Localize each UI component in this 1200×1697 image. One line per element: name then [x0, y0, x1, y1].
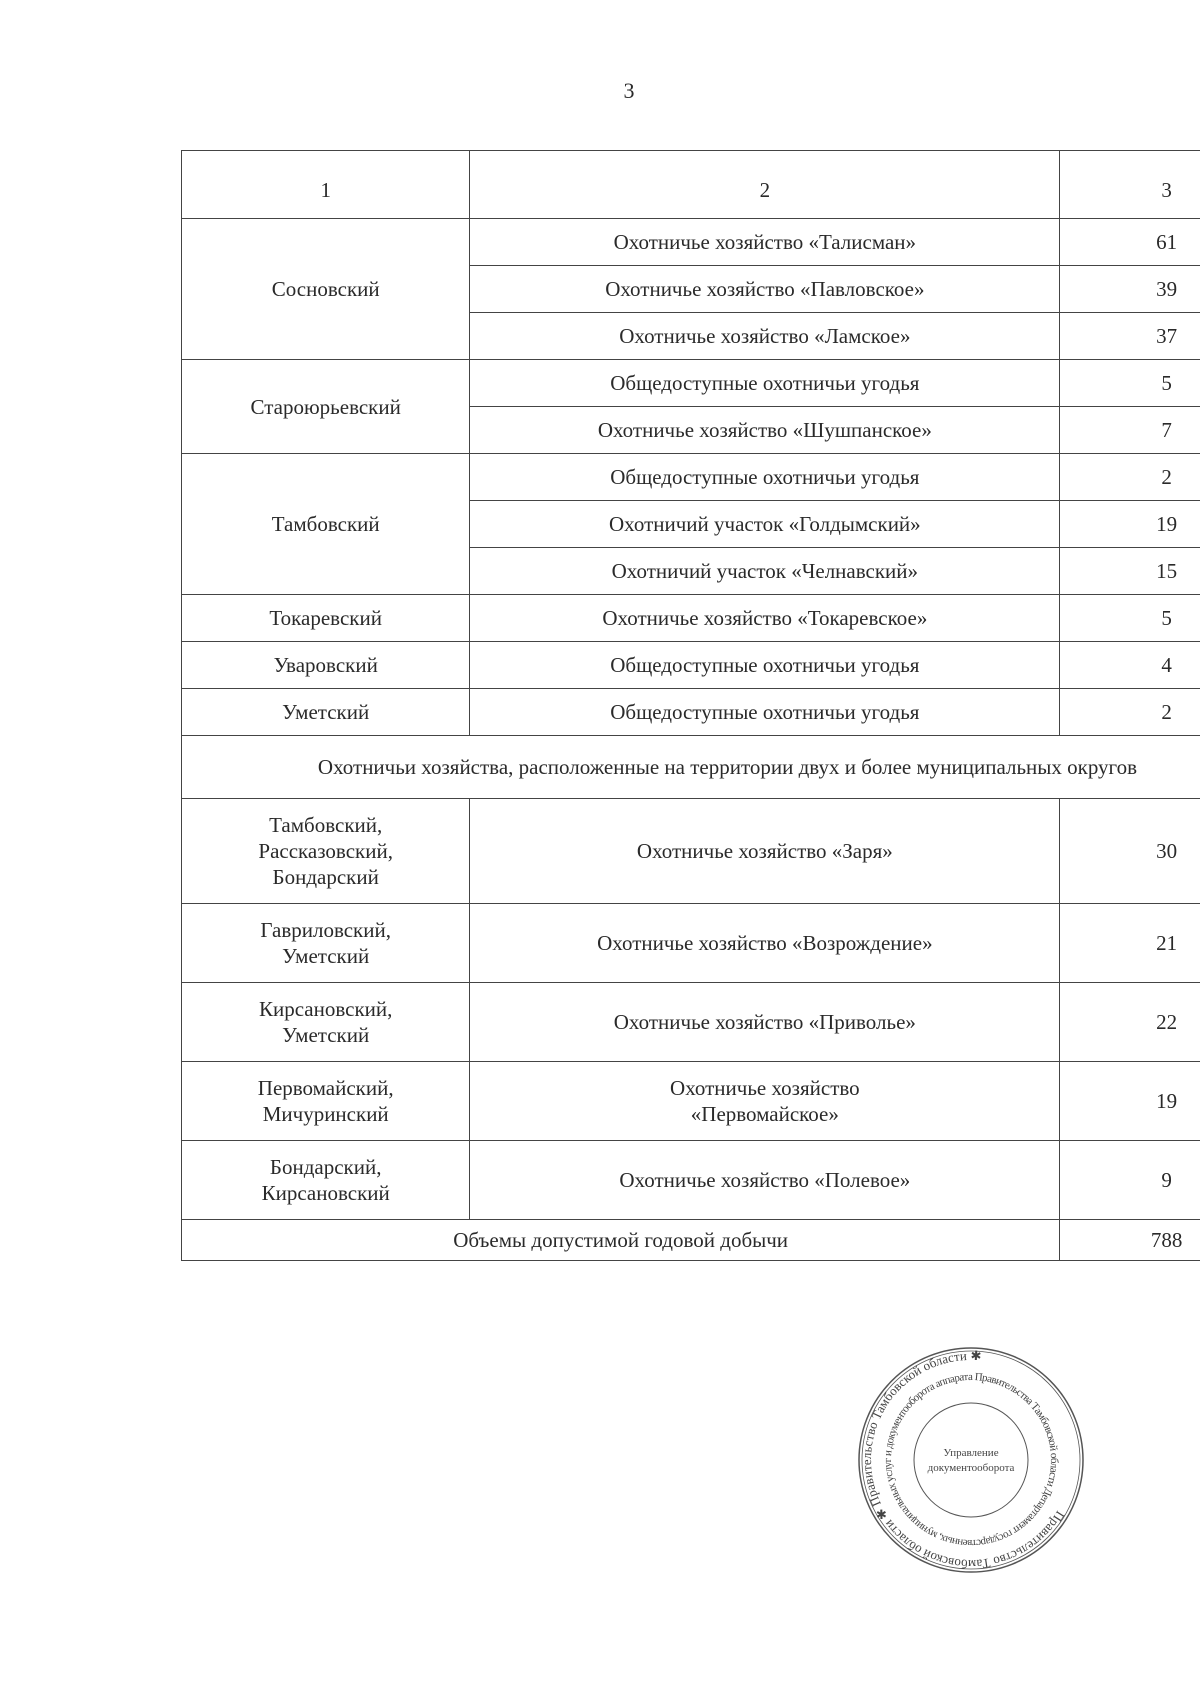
quota-value: 39 — [1060, 266, 1200, 313]
header-row — [182, 151, 1200, 219]
district-cell — [182, 983, 470, 1062]
district-cell — [182, 799, 470, 904]
table-row — [182, 454, 1200, 501]
district-cell — [182, 904, 470, 983]
hunting-ground-name: Охотничье хозяйство «Павловское» — [470, 266, 1060, 313]
svg-text:документооборота: документооборота — [927, 1462, 1015, 1474]
cell-line: Кирсановский, — [258, 997, 393, 1021]
district-cell: Уметский — [182, 689, 470, 736]
cell-line: Охотничье хозяйство «Приволье» — [613, 1010, 916, 1034]
quota-value: 5 — [1060, 360, 1200, 407]
quota-value: 5 — [1060, 595, 1200, 642]
hunting-ground-name: Охотничье хозяйство «Ламское» — [470, 313, 1060, 360]
cell-line: Кирсановский — [261, 1181, 390, 1205]
quota-value: 30 — [1060, 799, 1200, 904]
hunting-ground-name: Охотничий участок «Голдымский» — [470, 501, 1060, 548]
quota-value: 15 — [1060, 548, 1200, 595]
cell-line: Рассказовский, — [258, 839, 393, 863]
district-cell: Сосновский — [182, 219, 470, 360]
quota-value: 19 — [1060, 501, 1200, 548]
column-header: 3 — [1060, 151, 1200, 219]
table-row — [182, 642, 1200, 689]
cell-line: Первомайский, — [257, 1076, 394, 1100]
hunting-ground-name — [470, 983, 1060, 1062]
cell-line: «Первомайское» — [690, 1102, 839, 1126]
page-number: 3 — [623, 78, 635, 103]
table-row — [182, 1062, 1200, 1141]
quota-value: 2 — [1060, 689, 1200, 736]
district-cell — [182, 1062, 470, 1141]
cell-line: Гавриловский, — [260, 918, 391, 942]
quota-value: 2 — [1060, 454, 1200, 501]
svg-text:Департамент государственных, м: Департамент государственных, муниципальных услуг и документооборота аппарата Правительства Тамбовской области — [881, 1370, 1061, 1550]
district-cell: Токаревский — [182, 595, 470, 642]
cell-line: Тамбовский, — [269, 813, 383, 837]
hunting-ground-name: Общедоступные охотничьи угодья — [470, 642, 1060, 689]
table-row — [182, 904, 1200, 983]
hunting-ground-name: Охотничье хозяйство «Токаревское» — [470, 595, 1060, 642]
quota-value: 61 — [1060, 219, 1200, 266]
hunting-ground-name — [470, 799, 1060, 904]
table-row — [182, 983, 1200, 1062]
hunting-ground-name — [470, 1062, 1060, 1141]
quota-value: 9 — [1060, 1141, 1200, 1220]
svg-text:Правительство Тамбовской облас: Правительство Тамбовской области ✱ Правительство Тамбовской области ✱ — [858, 1347, 1068, 1573]
hunting-ground-name: Общедоступные охотничьи угодья — [470, 689, 1060, 736]
district-cell: Уваровский — [182, 642, 470, 689]
quota-value: 37 — [1060, 313, 1200, 360]
quota-value: 22 — [1060, 983, 1200, 1062]
table-row — [182, 1141, 1200, 1220]
column-header: 2 — [470, 151, 1060, 219]
quota-value: 21 — [1060, 904, 1200, 983]
cell-line: Охотничье хозяйство — [670, 1076, 860, 1100]
quota-value: 7 — [1060, 407, 1200, 454]
official-seal-stamp — [856, 1345, 1086, 1575]
section-title: Охотничьи хозяйства, расположенные на территории двух и более муниципальных округов — [182, 736, 1200, 799]
svg-text:Управление: Управление — [943, 1447, 999, 1459]
total-value: 788 — [1060, 1220, 1200, 1261]
hunting-ground-name: Охотничье хозяйство «Талисман» — [470, 219, 1060, 266]
cell-line: Бондарский, — [269, 1155, 382, 1179]
quota-value: 19 — [1060, 1062, 1200, 1141]
column-header: 1 — [182, 151, 470, 219]
total-label: Объемы допустимой годовой добычи — [182, 1220, 1060, 1261]
hunting-ground-name: Общедоступные охотничьи угодья — [470, 454, 1060, 501]
cell-line: Охотничье хозяйство «Заря» — [636, 839, 893, 863]
hunting-ground-name: Охотничий участок «Челнавский» — [470, 548, 1060, 595]
table-row — [182, 219, 1200, 266]
table-row — [182, 595, 1200, 642]
table-row — [182, 360, 1200, 407]
district-cell — [182, 1141, 470, 1220]
cell-line: Бондарский — [272, 865, 379, 889]
hunting-quota-table — [181, 150, 1200, 1261]
district-cell: Тамбовский — [182, 454, 470, 595]
quota-value: 4 — [1060, 642, 1200, 689]
table-row — [182, 799, 1200, 904]
district-cell: Староюрьевский — [182, 360, 470, 454]
cell-line: Уметский — [282, 944, 370, 968]
hunting-ground-name: Общедоступные охотничьи угодья — [470, 360, 1060, 407]
hunting-ground-name — [470, 1141, 1060, 1220]
table-row — [182, 689, 1200, 736]
cell-line: Мичуринский — [262, 1102, 389, 1126]
section-row — [182, 736, 1200, 799]
cell-line: Охотничье хозяйство «Полевое» — [619, 1168, 911, 1192]
cell-line: Уметский — [282, 1023, 370, 1047]
cell-line: Охотничье хозяйство «Возрождение» — [597, 931, 933, 955]
hunting-ground-name: Охотничье хозяйство «Шушпанское» — [470, 407, 1060, 454]
hunting-ground-name — [470, 904, 1060, 983]
total-row — [182, 1220, 1200, 1261]
